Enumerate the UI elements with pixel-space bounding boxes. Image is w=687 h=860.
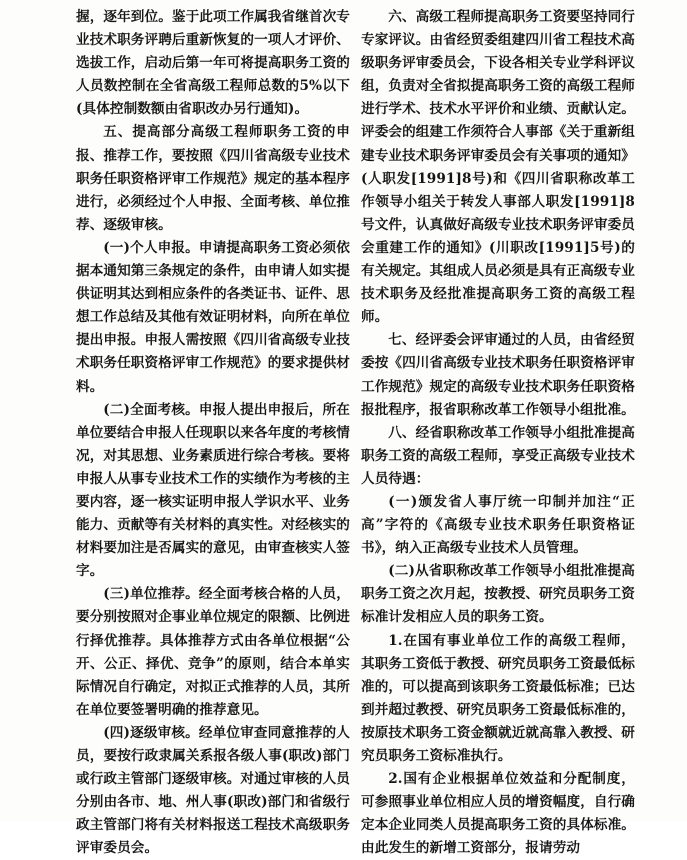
right-column — [361, 6, 635, 860]
paragraph-personal-application: (一)个人申报。申请提高职务工资必须依据本通知第三条规定的条件，由申请人如实提供证明其达到相应条件的各类证书、证件、思想工作总结及其他有效证明材料，向所在单位提出申报。申报人需按照《四川省高级专业技术职务任职资格评审工作规范》的要求提供材料。 — [76, 239, 350, 395]
paragraph-salary-start: (二)从省职称改革工作领导小组批准提高职务工资之次月起，按教授、研究员职务工资标准计发相应人员的职务工资。 — [361, 563, 635, 626]
paragraph-public-institution: 1.在国有事业单位工作的高级工程师，其职务工资低于教授、研究员职务工资最低标准的，可以提高到该职务工资最低标准；已达到并超过教授、研究员职务工资最低标准的，按原技术职务工资金额就近就高靠入教授、研究员职务工资标准执行。 — [361, 632, 635, 764]
paragraph-section-8: 八、经省职称改革工作领导小组批准提高职务工资的高级工程师，享受正高级专业技术人员待遇： — [361, 424, 635, 487]
paragraph-section-6: 六、高级工程师提高职务工资要坚持同行专家评议。由省经贸委组建四川省工程技术高级职务评审委员会，下设各相关专业学科评议组，负责对全省拟提高职务工资的高级工程师进行学术、技术水平评价和业绩、贡献认定。评委会的组建工作须符合人事部《关于重新组建专业技术职务评审委员会有关事项的通知》(人职发[1991]8号)和《四川省职称改革工作领导小组关于转发人事部人职发[1991]8号文件，认真做好高级专业技术职务评审委员会重建工作的通知》(川职改[1991]5号)的有关规定。其组成人员必须是具有正高级专业技术职务及经批准提高职务工资的高级工程师。 — [361, 9, 635, 326]
paragraph-level-review: (四)逐级审核。经单位审查同意推荐的人员，要按行政隶属关系报各级人事(职改)部门或行政主管部门逐级审核。对通过审核的人员分别由各市、地、州人事(职改)部门和省级行政主管部门将有关材料报送工程技术高级职务评审委员会。 — [76, 724, 350, 857]
paragraph-certificate: (一)颁发省人事厅统一印制并加注“正高”字符的《高级专业技术职务任职资格证书》，纳入正高级专业技术人员管理。 — [361, 493, 635, 557]
paragraph-continuation: 握，逐年到位。鉴于此项工作属我省继首次专业技术职务评聘后重新恢复的一项人才评价、选拔工作，启动后第一年可将提高职务工资的人员数控制在全省高级工程师总数的5%以下(具体控制数额由省职改办另行通知)。 — [76, 9, 350, 118]
left-column — [76, 6, 350, 860]
paragraph-section-7: 七、经评委会评审通过的人员，由省经贸委按《四川省高级专业技术职务任职资格评审工作规范》规定的高级专业技术职务任职资格报批程序，报省职称改革工作领导小组批准。 — [361, 332, 635, 418]
paragraph-unit-recommendation: (三)单位推荐。经全面考核合格的人员，要分别按照对企事业单位规定的限额、比例进行择优推荐。具体推荐方式由各单位根据“公开、公正、择优、竞争”的原则，结合本单实际情况自行确定，对拟正式推荐的人员，其所在单位要签署明确的推荐意见。 — [76, 586, 350, 718]
paragraph-comprehensive-assessment: (二)全面考核。申报人提出申报后，所在单位要结合申报人任现职以来各年度的考核情况，对其思想、业务素质进行综合考核。要将申报人从事专业技术工作的实绩作为考核的主要内容，逐一核实证明申报人学识水平、业务能力、贡献等有关材料的真实性。对经核实的材料要加注是否属实的意见，由审查核实人签字。 — [76, 401, 350, 580]
paragraph-state-enterprise: 2.国有企业根据单位效益和分配制度，可参照事业单位相应人员的增资幅度，自行确定本企业同类人员提高职务工资的具体标准。由此发生的新增工资部分，报请劳动 — [361, 771, 635, 857]
paragraph-section-5: 五、提高部分高级工程师职务工资的申报、推荐工作，要按照《四川省高级专业技术职务任职资格评审工作规范》规定的基本程序进行，必须经过个人申报、全面考核、单位推荐、逐级审核。 — [76, 124, 350, 233]
